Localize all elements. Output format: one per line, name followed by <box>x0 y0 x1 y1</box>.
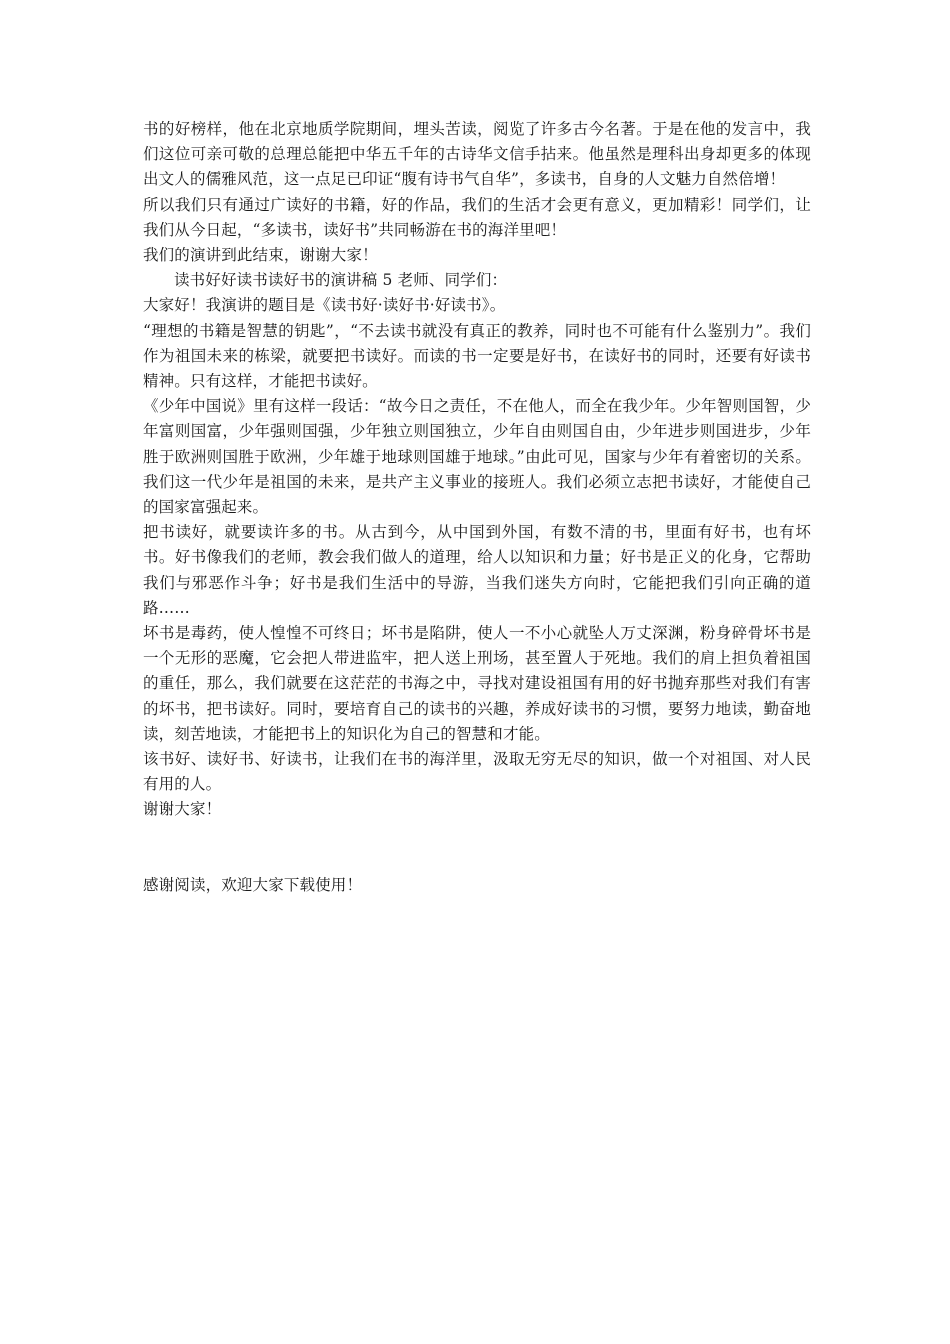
paragraph-3: 我们的演讲到此结束，谢谢大家！ <box>143 246 378 265</box>
paragraph-5: 大家好！我演讲的题目是《读书好·读好书·好读书》。 <box>143 296 506 315</box>
paragraph-6: “理想的书籍是智慧的钥匙”，“不去读书就没有真正的教养，同时也不可能有什么鉴别力”。我们作为祖国未来的栋梁，就要把书读好。而读的书一定要是好书，在读好书的同时，还要有好读书精神。只有这样，才能把书读好。 <box>143 321 811 391</box>
paragraph-7: 《少年中国说》里有这样一段话：“故今日之责任，不在他人，而全在我少年。少年智则国智，少年富则国富，少年强则国强，少年独立则国独立，少年自由则国自由，少年进步则国进步，少年胜于欧洲则国胜于欧洲，少年雄于地球则国雄于地球。”由此可见，国家与少年有着密切的关系。我们这一代少年是祖国的未来，是共产主义事业的接班人。我们必须立志把书读好，才能使自己的国家富强起来。 <box>143 397 811 517</box>
paragraph-11: 谢谢大家！ <box>143 800 222 819</box>
paragraph-2: 所以我们只有通过广读好的书籍，好的作品，我们的生活才会更有意义，更加精彩！同学们，让我们从今日起，“多读书，读好书”共同畅游在书的海洋里吧！ <box>143 195 811 239</box>
speech-title: 读书好好读书读好书的演讲稿 5 老师、同学们： <box>174 271 508 290</box>
document-page <box>143 117 811 898</box>
paragraph-1: 书的好榜样，他在北京地质学院期间，埋头苦读，阅览了许多古今名著。于是在他的发言中，我们这位可亲可敬的总理总能把中华五千年的古诗华文信手拈来。他虽然是理科出身却更多的体现出文人的儒雅风范，这一点足已印证“腹有诗书气自华”，多读书，自身的人文魅力自然倍增！ <box>143 120 811 189</box>
paragraph-10: 该书好、读好书、好读书，让我们在书的海洋里，汲取无穷无尽的知识，做一个对祖国、对人民有用的人。 <box>143 750 811 794</box>
paragraph-8: 把书读好，就要读许多的书。从古到今，从中国到外国，有数不清的书，里面有好书，也有坏书。好书像我们的老师，教会我们做人的道理，给人以知识和力量；好书是正义的化身，它帮助我们与邪恶作斗争；好书是我们生活中的导游，当我们迷失方向时，它能把我们引向正确的道路…… <box>143 523 811 617</box>
spacer <box>143 823 811 873</box>
closing-note: 感谢阅读，欢迎大家下载使用！ <box>143 875 363 894</box>
paragraph-9: 坏书是毒药，使人惶惶不可终日；坏书是陷阱，使人一不小心就坠人万丈深渊，粉身碎骨坏书是一个无形的恶魔，它会把人带进监牢，把人送上刑场，甚至置人于死地。我们的肩上担负着祖国的重任，那么，我们就要在这茫茫的书海之中，寻找对建设祖国有用的好书抛弃那些对我们有害的坏书，把书读好。同时，要培育自己的读书的兴趣，养成好读书的习惯，要努力地读，勤奋地读，刻苦地读，才能把书上的知识化为自己的智慧和才能。 <box>143 624 811 743</box>
